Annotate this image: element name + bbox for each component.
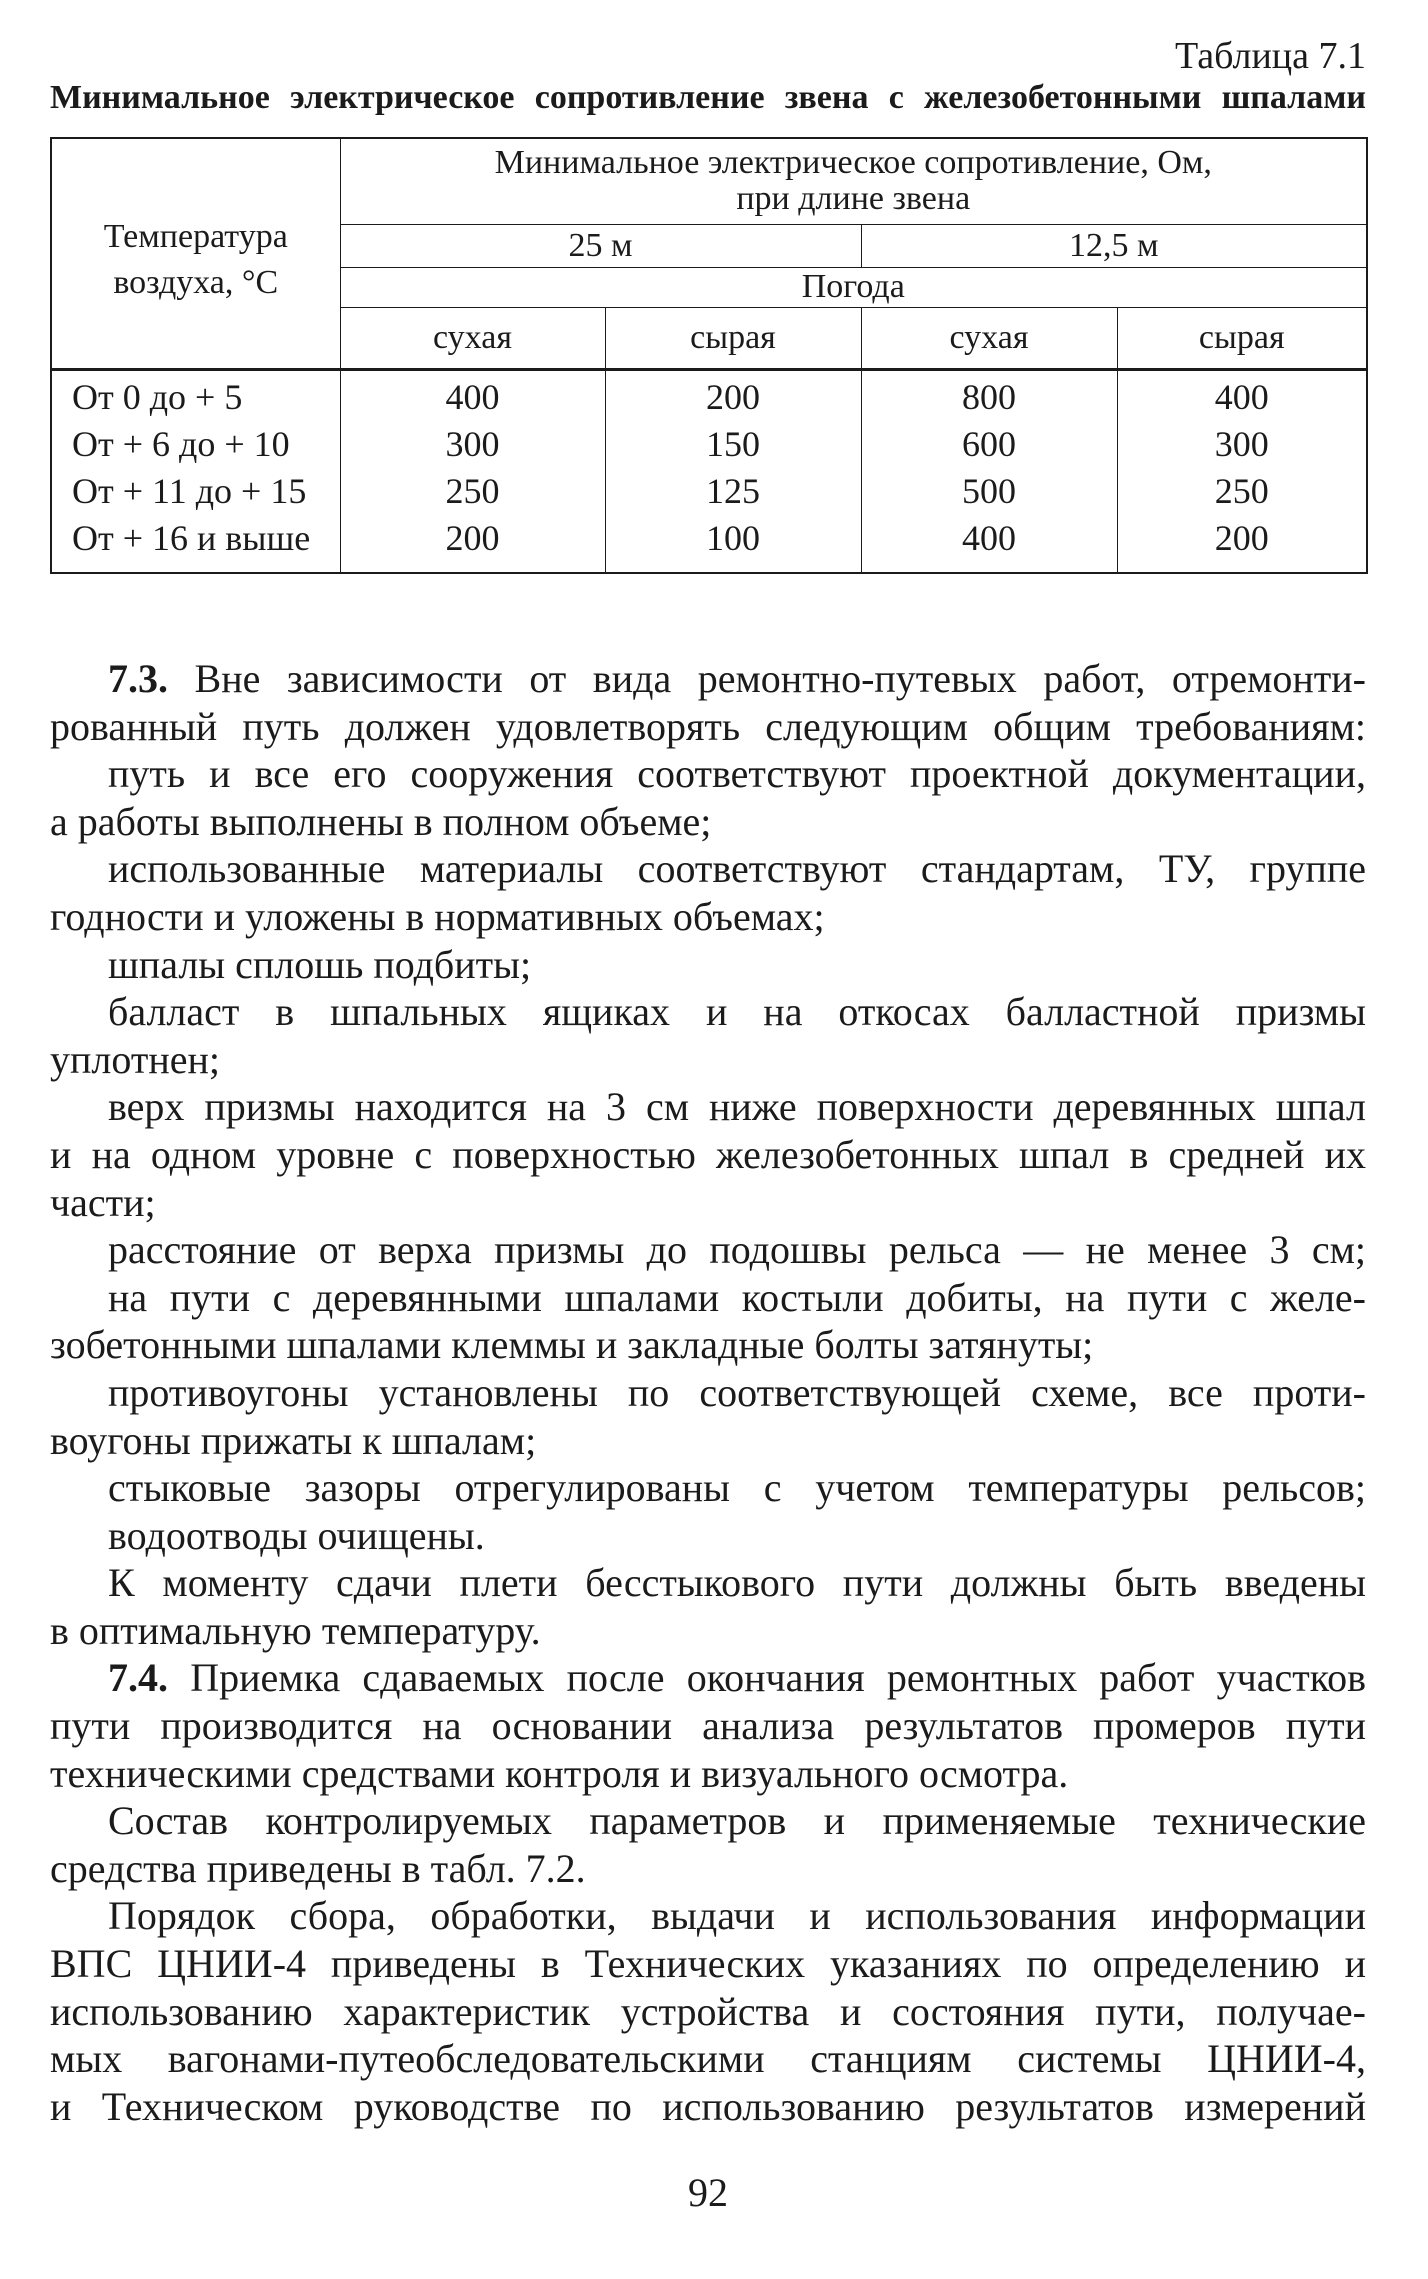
text-line: уплотнен; [50, 1036, 220, 1082]
requirement-item [50, 1083, 1366, 1226]
temperature-header [51, 138, 340, 369]
text-line: Состав контролируемых параметров и применяемые технические [108, 1798, 1366, 1844]
text-line: средства приведены в табл. 7.2. [50, 1845, 586, 1891]
resistance-value: 100 [706, 517, 760, 558]
text-line: противоугоны установлены по соответствующей схеме, все проти- [108, 1369, 1366, 1415]
table-label: Таблица 7.1 [1174, 35, 1366, 77]
resistance-table [50, 137, 1368, 574]
text-line: водоотводы очищены. [108, 1512, 485, 1558]
requirement-item [50, 988, 1366, 1083]
temperature-value: От + 11 до + 15 [72, 470, 307, 511]
resistance-value: 150 [706, 423, 760, 464]
body-text [50, 655, 1366, 2130]
temperature-value: От + 16 и выше [72, 517, 311, 558]
resistance-value: 300 [445, 423, 500, 464]
resistance-value: 600 [962, 423, 1016, 464]
resistance-value: 200 [445, 517, 500, 558]
text-line: техническими средствами контроля и визуального осмотра. [50, 1750, 1069, 1796]
text-line: мых вагонами-путеобследовательскими станциям системы ЦНИИ-4, [50, 2036, 1366, 2082]
resistance-header-line-2: при длине звена [736, 180, 971, 218]
paragraph [50, 1892, 1366, 2130]
text-line: использованию характеристик устройства и состояния пути, получае- [50, 1988, 1366, 2034]
temperature-header-line-1: Температура [103, 218, 288, 256]
paragraph-7-4 [50, 1654, 1366, 1797]
text-line: а работы выполнены в полном объеме; [50, 798, 712, 844]
wet-25-column-cell [605, 369, 861, 573]
text-line-content: Приемка сдаваемых после окончания ремонтных работ участков [190, 1655, 1367, 1701]
requirement-item [50, 1369, 1366, 1464]
temperature-value: От + 6 до + 10 [72, 423, 290, 464]
wet-25-header: сырая [605, 307, 861, 369]
temperature-value: От 0 до + 5 [72, 376, 243, 417]
text-line: в оптимальную температуру. [50, 1607, 541, 1653]
text-line: пути производится на основании анализа результатов промеров пути [50, 1703, 1366, 1749]
requirement-item [50, 1274, 1366, 1369]
text-line: стыковые зазоры отрегулированы с учетом температуры рельсов; [108, 1465, 1366, 1511]
length-25-header: 25 м [340, 224, 861, 267]
text-line: части; [50, 1179, 156, 1225]
text-line: и Техническом руководстве по использованию результатов измерений [50, 2083, 1366, 2129]
paragraph [50, 1559, 1366, 1654]
text-line: использованные материалы соответствуют стандартам, ТУ, группе [108, 846, 1366, 892]
requirement-item [50, 845, 1366, 940]
resistance-value: 125 [706, 470, 760, 511]
text-line: верх призмы находится на 3 см ниже поверхности деревянных шпал [108, 1084, 1366, 1130]
text-line: рованный путь должен удовлетворять следующим общим требованиям: [50, 703, 1366, 749]
weather-header: Погода [340, 267, 1367, 307]
dry-25-header: сухая [340, 307, 605, 369]
wet-12-5-column-cell [1117, 369, 1367, 573]
text-line: шпалы сплошь подбиты; [108, 941, 532, 987]
wet-12-5-header: сырая [1117, 307, 1367, 369]
text-line: на пути с деревянными шпалами костыли добиты, на пути с желе- [108, 1274, 1366, 1320]
paragraph [50, 1797, 1366, 1892]
resistance-header [340, 138, 1367, 224]
section-number: 7.3. [108, 656, 168, 701]
text-line: ВПС ЦНИИ-4 приведены в Технических указаниях по определению и [50, 1941, 1366, 1987]
text-line: годности и уложены в нормативных объемах; [50, 893, 825, 939]
resistance-value: 500 [962, 470, 1016, 511]
dry-12-5-header: сухая [861, 307, 1117, 369]
text-line-content: Вне зависимости от вида ремонтно-путевых работ, отремонти- [194, 656, 1366, 701]
resistance-value: 400 [445, 376, 500, 417]
requirement-item [50, 941, 1366, 989]
resistance-value: 800 [962, 376, 1016, 417]
paragraph-7-3 [50, 655, 1366, 750]
text-line: зобетонными шпалами клеммы и закладные болты затянуты; [50, 1322, 1094, 1368]
table-body-row [51, 369, 1367, 573]
resistance-value: 200 [706, 376, 760, 417]
dry-12-5-column-cell [861, 369, 1117, 573]
resistance-value: 200 [1214, 517, 1269, 558]
table-header-row-1 [51, 138, 1367, 224]
requirement-item [50, 750, 1366, 845]
page-number: 92 [688, 2170, 728, 2215]
length-12-5-header: 12,5 м [861, 224, 1367, 267]
resistance-value: 250 [445, 470, 500, 511]
resistance-value: 250 [1214, 470, 1269, 511]
resistance-value: 300 [1214, 423, 1269, 464]
text-line [50, 655, 1366, 703]
text-line: и на одном уровне с поверхностью железобетонных шпал в средней их [50, 1131, 1366, 1177]
resistance-value: 400 [962, 517, 1016, 558]
table-title: Минимальное электрическое сопротивление звена с железобетонными шпалами [50, 79, 1366, 116]
requirement-item [50, 1226, 1366, 1274]
text-line: Порядок сбора, обработки, выдачи и использования информации [108, 1893, 1366, 1939]
requirement-item [50, 1464, 1366, 1512]
text-line: балласт в шпальных ящиках и на откосах балластной призмы [108, 989, 1366, 1035]
text-line: расстояние от верха призмы до подошвы рельса — не менее 3 см; [108, 1227, 1366, 1273]
temperature-header-line-2: воздуха, °С [113, 264, 279, 302]
text-line: воугоны прижаты к шпалам; [50, 1417, 537, 1463]
temperature-column-cell [51, 369, 340, 573]
section-number: 7.4. [108, 1655, 168, 1701]
dry-25-column-cell [340, 369, 605, 573]
requirement-item [50, 1512, 1366, 1560]
text-line: К моменту сдачи плети бесстыкового пути должны быть введены [108, 1560, 1366, 1606]
text-line: путь и все его сооружения соответствуют проектной документации, [108, 751, 1366, 797]
resistance-value: 400 [1214, 376, 1269, 417]
resistance-header-line-1: Минимальное электрическое сопротивление, Ом, [494, 144, 1212, 182]
text-line [50, 1654, 1366, 1702]
